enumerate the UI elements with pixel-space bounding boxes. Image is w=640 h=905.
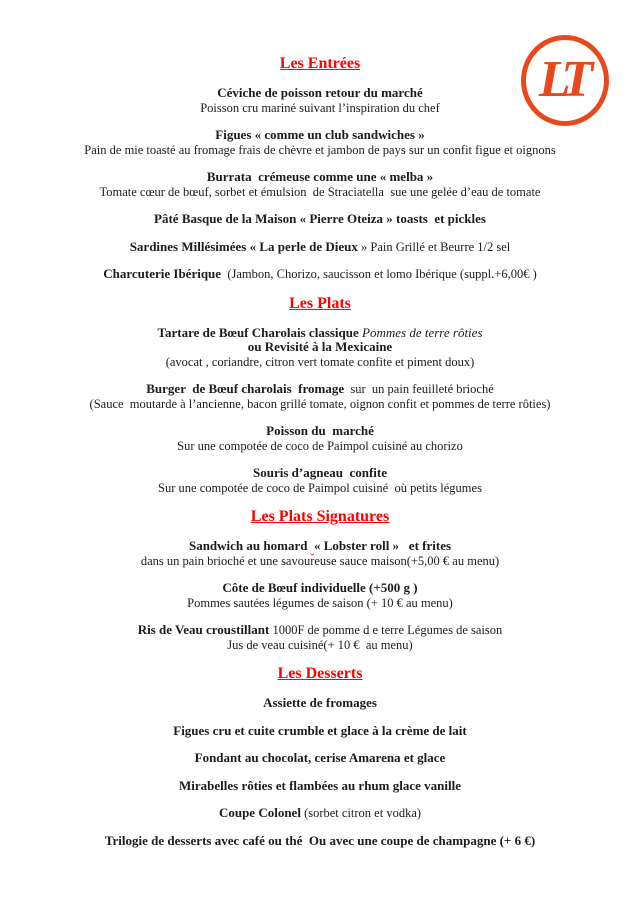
- menu-item-line: [30, 539, 610, 554]
- menu-item-line: [30, 806, 610, 821]
- menu-item-line: [30, 240, 610, 255]
- text-run: (Jambon, Chorizo, saucisson et lomo Ibérique (suppl.+6,00€ ): [221, 267, 537, 281]
- menu-item-line: [30, 751, 610, 766]
- text-run: Burrata crémeuse comme une « melba »: [206, 169, 434, 184]
- text-run: Tomate cœur de bœuf, sorbet et émulsion de Straciatella sue une gelée d’eau de tomate: [99, 184, 541, 199]
- menu-item-line: [30, 696, 610, 711]
- text-run: « Lobster roll » et frites: [313, 538, 452, 553]
- menu-item: [30, 779, 610, 794]
- menu-item-line: [30, 481, 610, 496]
- text-run: (Sauce moutarde à l’ancienne, bacon grillé tomate, oignon confit et pommes de terre rôties): [89, 396, 551, 411]
- menu-item-line: [30, 170, 610, 185]
- menu-item: [30, 696, 610, 711]
- menu-item-line: [30, 340, 610, 355]
- text-run: Burger de Bœuf charolais fromage: [146, 381, 345, 396]
- menu-item: [30, 240, 610, 255]
- menu-item-line: [30, 326, 610, 341]
- menu-section-les-plats: [30, 295, 610, 496]
- text-run: Pommes de terre rôties: [358, 324, 483, 340]
- text-run: Coupe Colonel: [218, 805, 301, 820]
- menu-item-line: [30, 638, 610, 653]
- menu-item-line: [30, 581, 610, 596]
- text-run: Pommes sautées légumes de saison (+ 10 € au menu): [187, 595, 453, 610]
- menu-item-line: [30, 128, 610, 143]
- text-run: Charcuterie Ibérique: [103, 266, 222, 281]
- menu-item: [30, 466, 610, 495]
- text-run: Tartare de Bœuf Charolais classique: [157, 324, 359, 340]
- menu-item-line: [30, 466, 610, 481]
- menu-item: [30, 212, 610, 227]
- menu-item-line: [30, 424, 610, 439]
- text-run: 1000F de pomme d e terre Légumes de saison: [269, 623, 503, 637]
- menu-item: [30, 751, 610, 766]
- text-run: Poisson du marché: [266, 423, 374, 438]
- menu-item: [30, 539, 610, 568]
- text-run: Sur une compotée de coco de Paimpol cuisiné où petits légumes: [158, 480, 482, 495]
- text-run: Céviche de poisson retour du marché: [217, 85, 423, 100]
- menu-item-line: [30, 267, 610, 282]
- section-title: Les Desserts: [277, 665, 363, 682]
- text-run: Jus de veau cuisiné(+ 10 € au menu): [227, 637, 413, 652]
- menu-item-line: [30, 101, 610, 116]
- menu-item-line: [30, 397, 610, 412]
- menu-item: [30, 170, 610, 199]
- menu-item-line: [30, 834, 610, 849]
- section-title: Les Plats: [289, 294, 351, 312]
- menu-item-line: [30, 185, 610, 200]
- text-run: (sorbet citron et vodka): [300, 806, 422, 820]
- menu-item-line: [30, 724, 610, 739]
- text-run: » Pain Grillé et Beurre 1/2 sel: [357, 239, 511, 254]
- text-run: Figues « comme un club sandwiches »: [215, 127, 425, 142]
- menu-item: [30, 623, 610, 652]
- text-run: Poisson cru mariné suivant l’inspiration du chef: [200, 100, 440, 115]
- restaurant-logo: [521, 35, 609, 126]
- menu-item: [30, 128, 610, 157]
- logo-monogram: LT: [538, 50, 585, 108]
- menu-section-les-plats-signatures: [30, 508, 610, 652]
- menu: [30, 50, 610, 848]
- menu-section-les-desserts: [30, 665, 610, 848]
- text-run: Souris d’agneau confite: [253, 465, 387, 480]
- text-run: Pâté Basque de la Maison « Pierre Oteiza » toasts et pickles: [154, 211, 486, 226]
- menu-item: [30, 424, 610, 453]
- text-run: Sandwich au homard: [188, 538, 311, 553]
- text-run: (avocat , coriandre, citron vert tomate confite et piment doux): [165, 354, 475, 369]
- menu-item-line: [30, 554, 610, 569]
- menu-item-line: [30, 212, 610, 227]
- text-run: Sur une compotée de coco de Paimpol cuisiné au chorizo: [177, 438, 463, 453]
- menu-item-line: [30, 779, 610, 794]
- menu-item: [30, 267, 610, 282]
- menu-item-line: [30, 355, 610, 370]
- text-run: Pain de mie toasté au fromage frais de chèvre et jambon de pays sur un confit figue et oignons: [84, 142, 556, 157]
- menu-item-line: [30, 439, 610, 454]
- menu-item: [30, 326, 610, 370]
- text-run: Côte de Bœuf individuelle (+500 g ): [222, 580, 418, 595]
- text-run: dans un pain brioché et une savoureuse sauce maison(+5,00 € au menu): [140, 553, 500, 568]
- text-run: Figues cru et cuite crumble et glace à la crème de lait: [173, 722, 467, 738]
- text-run: Ris de Veau croustillant: [137, 622, 270, 637]
- text-run: Sardines Millésimées « La perle de Dieux: [129, 238, 358, 254]
- section-title: Les Entrées: [279, 55, 361, 72]
- text-run: Trilogie de desserts avec café ou thé Ou avec une coupe de champagne (+ 6 €): [104, 832, 536, 848]
- text-run: ou Revisité à la Mexicaine: [247, 339, 393, 354]
- text-run: sur un pain feuilleté brioché: [344, 382, 494, 396]
- menu-item: [30, 806, 610, 821]
- text-run: Assiette de fromages: [263, 695, 377, 710]
- menu-item-line: [30, 143, 610, 158]
- menu-item-line: [30, 382, 610, 397]
- menu-item-line: [30, 596, 610, 611]
- section-title: Les Plats Signatures: [250, 508, 390, 525]
- menu-item: [30, 382, 610, 411]
- text-run: Mirabelles rôties et flambées au rhum glace vanille: [179, 777, 461, 793]
- menu-item-line: [30, 623, 610, 638]
- menu-item: [30, 724, 610, 739]
- text-run: Fondant au chocolat, cerise Amarena et glace: [194, 750, 446, 765]
- menu-item: [30, 834, 610, 849]
- menu-item: [30, 581, 610, 610]
